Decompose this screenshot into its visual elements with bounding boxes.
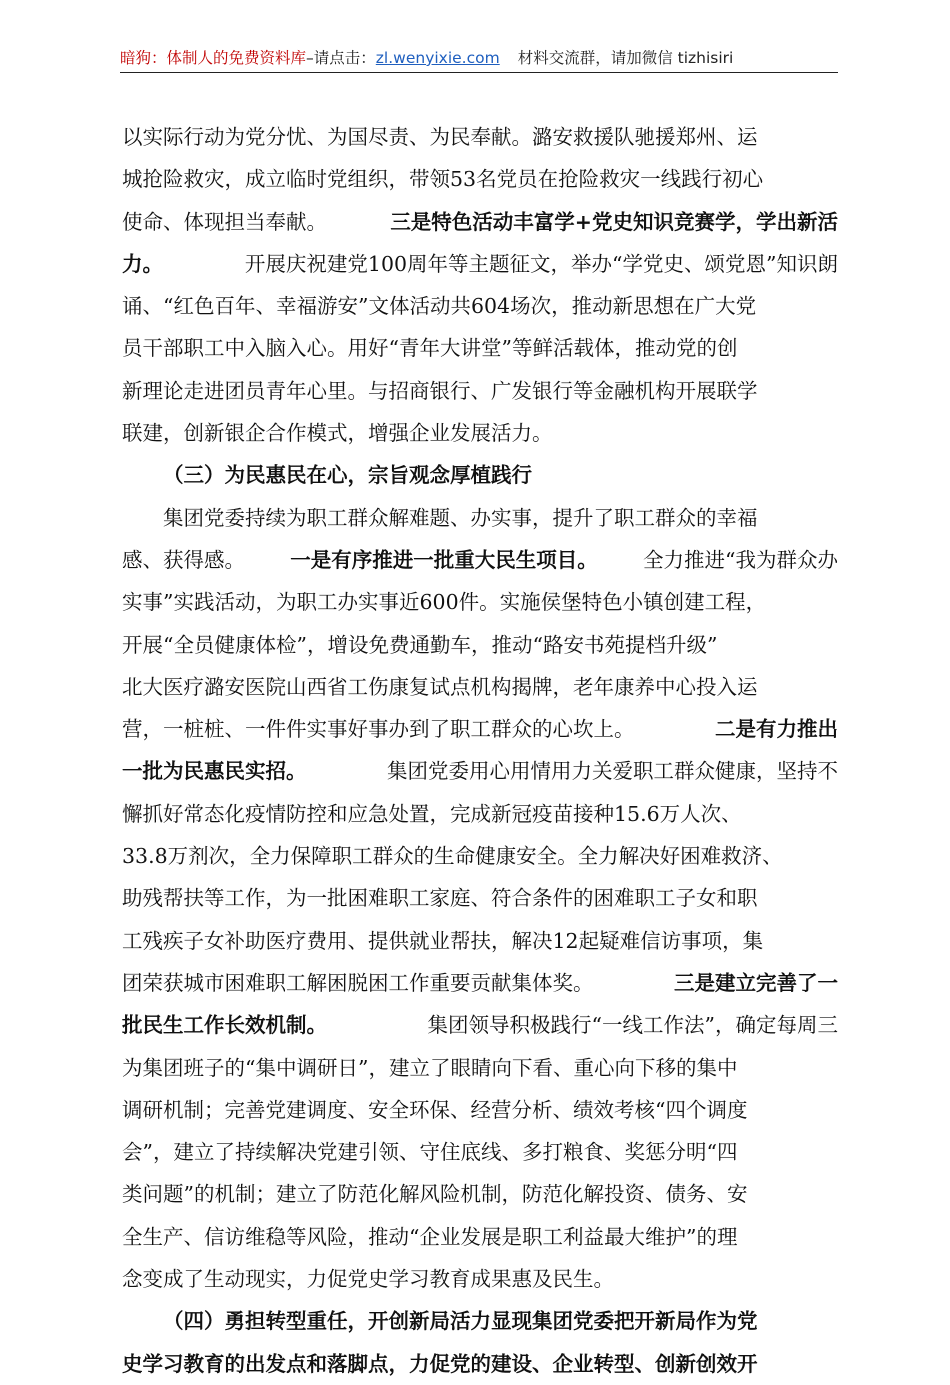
- header-site-name: 暗狗：体制人的免费资料库: [120, 49, 307, 67]
- text-line: 诵、“红色百年、幸福游安”文体活动共604场次，推动新思想在广大党: [122, 294, 757, 319]
- text-line: 感、获得感。 一是有序推进一批重大民生项目。 全力推进“我为群众办: [122, 547, 838, 572]
- text-line: 助残帮扶等工作，为一批困难职工家庭、符合条件的困难职工子女和职: [122, 886, 758, 911]
- text-line: 北大医疗潞安医院山西省工伤康复试点机构揭牌，老年康养中心投入运: [122, 674, 758, 699]
- text-line: 类问题”的机制；建立了防范化解风险机制，防范化解投资、债务、安: [122, 1182, 748, 1207]
- header-prompt: –请点击：: [306, 49, 376, 67]
- section-heading: （四）勇担转型重任，开创新局活力显现集团党委把开新局作为党: [163, 1309, 758, 1334]
- text-line: 实事”实践活动，为职工办实事近600件。实施侯堡特色小镇创建工程，: [122, 590, 767, 615]
- text-line: 员干部职工中入脑入心。用好“青年大讲堂”等鲜活载体，推动党的创: [122, 336, 738, 361]
- section-heading: （三）为民惠民在心，宗旨观念厚植践行: [163, 463, 532, 488]
- text-line: 懈抓好常态化疫情防控和应急处置，完成新冠疫苗接种15.6万人次、: [122, 801, 742, 826]
- text-line: 城抢险救灾，成立临时党组织，带领53名党员在抢险救灾一线践行初心: [122, 167, 764, 192]
- text-line: 会”，建立了持续解决党建引领、守住底线、多打粮食、奖惩分明“四: [122, 1140, 738, 1165]
- header-divider: [120, 72, 838, 73]
- header-link[interactable]: zl.wenyixie.com: [375, 49, 500, 67]
- text-line: 调研机制；完善党建调度、安全环保、经营分析、绩效考核“四个调度: [122, 1097, 748, 1122]
- document-body: [122, 116, 838, 1385]
- text-line: 为集团班子的“集中调研日”，建立了眼睛向下看、重心向下移的集中: [122, 1055, 738, 1080]
- header-contact: 材料交流群，请加微信 tizhisiri: [517, 49, 734, 67]
- text-line: 使命、体现担当奉献。 三是特色活动丰富学+党史知识竞赛学，学出新活: [122, 209, 838, 234]
- text-line: 批民生工作长效机制。 集团领导积极践行“一线工作法”，确定每周三: [122, 1013, 838, 1038]
- text-line: 史学习教育的出发点和落脚点，力促党的建设、企业转型、创新创效开: [122, 1351, 758, 1376]
- text-line: 工残疾子女补助医疗费用、提供就业帮扶，解决12起疑难信访事项，集: [122, 928, 764, 953]
- text-line: 以实际行动为党分忧、为国尽责、为民奉献。潞安救援队驰援郑州、运: [122, 125, 758, 149]
- text-line: 集团党委持续为职工群众解难题、办实事，提升了职工群众的幸福: [163, 505, 758, 530]
- text-line: 33.8万剂次，全力保障职工群众的生命健康安全。全力解决好困难救济、: [122, 844, 783, 869]
- text-line: 开展“全员健康体检”，增设免费通勤车，推动“路安书苑提档升级”: [122, 632, 718, 657]
- text-line: 联建，创新银企合作模式，增强企业发展活力。: [122, 421, 553, 446]
- text-line: 新理论走进团员青年心里。与招商银行、广发银行等金融机构开展联学: [122, 378, 758, 403]
- text-line: 念变成了生动现实，力促党史学习教育成果惠及民生。: [122, 1267, 614, 1292]
- text-line: 团荣获城市困难职工解困脱困工作重要贡献集体奖。 三是建立完善了一: [122, 970, 838, 995]
- text-line: 全生产、信访维稳等风险，推动“企业发展是职工利益最大维护”的理: [122, 1224, 738, 1249]
- text-line: 营，一桩桩、一件件实事好事办到了职工群众的心坎上。 二是有力推出: [122, 717, 838, 742]
- text-line: 一批为民惠民实招。 集团党委用心用情用力关爱职工群众健康，坚持不: [122, 759, 838, 784]
- text-line: 力。 开展庆祝建党100周年等主题征文，举办“学党史、颂党恩”知识朗: [122, 251, 838, 276]
- page-header: [120, 46, 838, 74]
